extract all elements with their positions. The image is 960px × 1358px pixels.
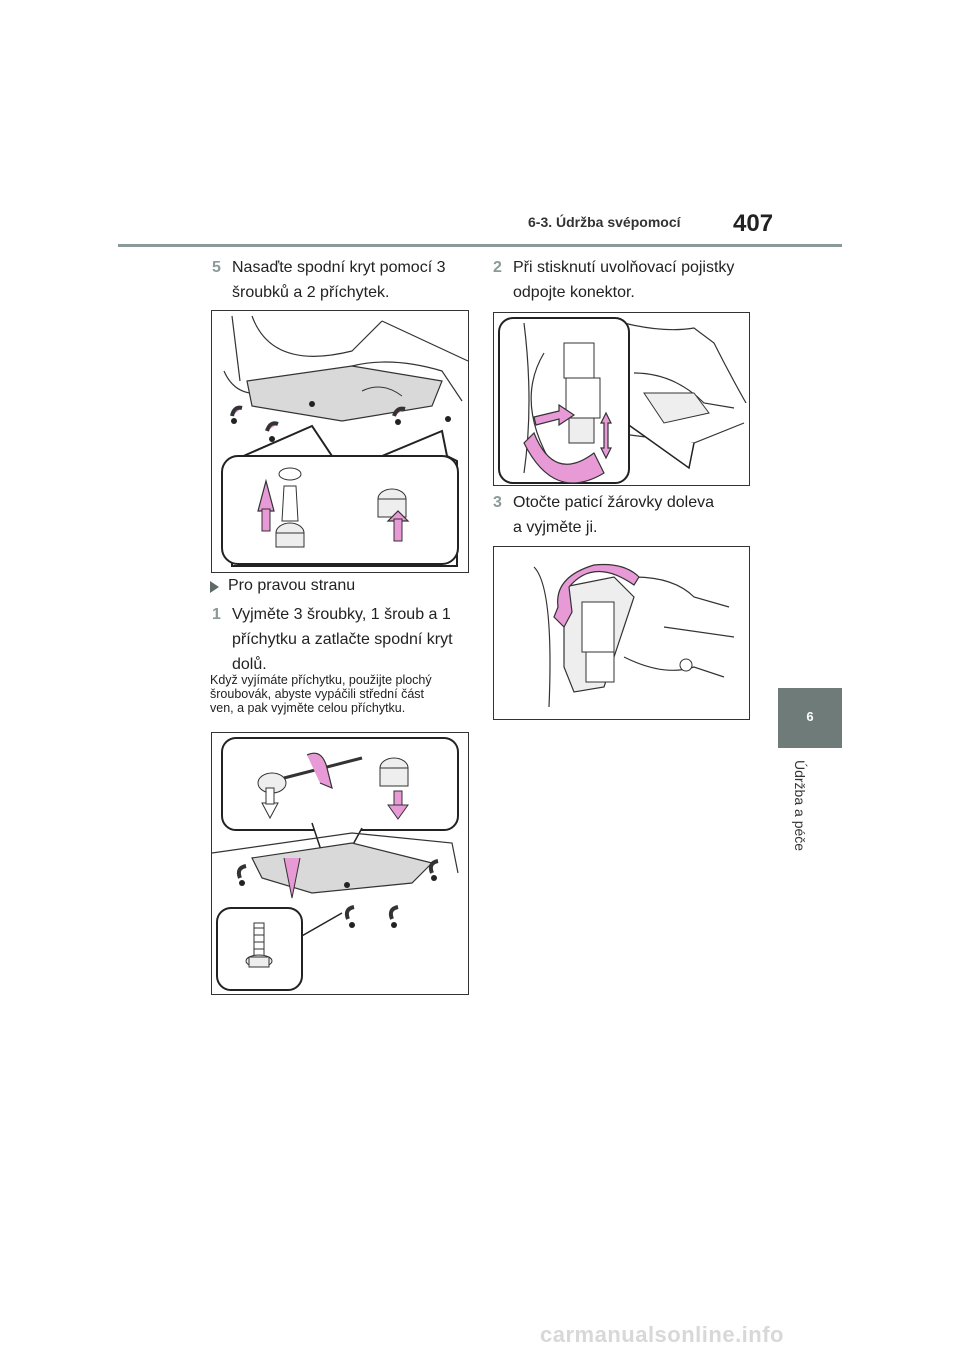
header-rule xyxy=(118,244,842,247)
step-number: 5 xyxy=(212,259,221,276)
figure-underbody-cover-remove xyxy=(211,732,469,995)
step-text-line: šroubků a 2 příchytek. xyxy=(232,284,390,301)
note-line: ven, a pak vyjměte celou příchytku. xyxy=(210,701,406,715)
chapter-title-vertical xyxy=(784,760,824,920)
chapter-number: 6 xyxy=(806,709,814,724)
step-text-line: odpojte konektor. xyxy=(513,284,635,301)
step-number: 3 xyxy=(493,494,502,511)
page-number: 407 xyxy=(733,210,774,237)
figure-bulb-socket-remove xyxy=(493,546,750,720)
figure-underbody-cover-install xyxy=(211,310,469,573)
step-5 xyxy=(212,255,482,305)
bullet-triangle-icon xyxy=(210,581,219,593)
step-text-line: dolů. xyxy=(232,656,267,673)
step-text-line: Otočte paticí žárovky doleva xyxy=(513,494,714,511)
note-line: šroubovák, abyste vypáčili střední část xyxy=(210,687,424,701)
step-number: 2 xyxy=(493,259,502,276)
step-text-line: Vyjměte 3 šroubky, 1 šroub a 1 xyxy=(232,606,451,623)
step-text-line: a vyjměte ji. xyxy=(513,519,598,536)
figure-connector-disconnect xyxy=(493,312,750,486)
watermark-footer: carmanualsonline.info xyxy=(540,1322,784,1347)
step-3 xyxy=(493,490,763,540)
section-title: 6-3. Údržba svépomocí xyxy=(528,214,681,230)
note-line: Když vyjímáte příchytku, použijte plochý xyxy=(210,673,432,687)
bullet-right-side xyxy=(228,577,355,595)
chapter-title: Údržba a péče xyxy=(792,760,808,852)
step-text-line: příchytku a zatlačte spodní kryt xyxy=(232,631,453,648)
chapter-tab[interactable] xyxy=(778,688,842,748)
step-1 xyxy=(212,602,482,677)
step-number: 1 xyxy=(212,606,221,623)
note-text xyxy=(210,673,475,715)
bullet-text: Pro pravou stranu xyxy=(228,577,356,594)
step-text-line: Při stisknutí uvolňovací pojistky xyxy=(513,259,735,276)
step-text-line: Nasaďte spodní kryt pomocí 3 xyxy=(232,259,446,276)
step-2 xyxy=(493,255,763,305)
